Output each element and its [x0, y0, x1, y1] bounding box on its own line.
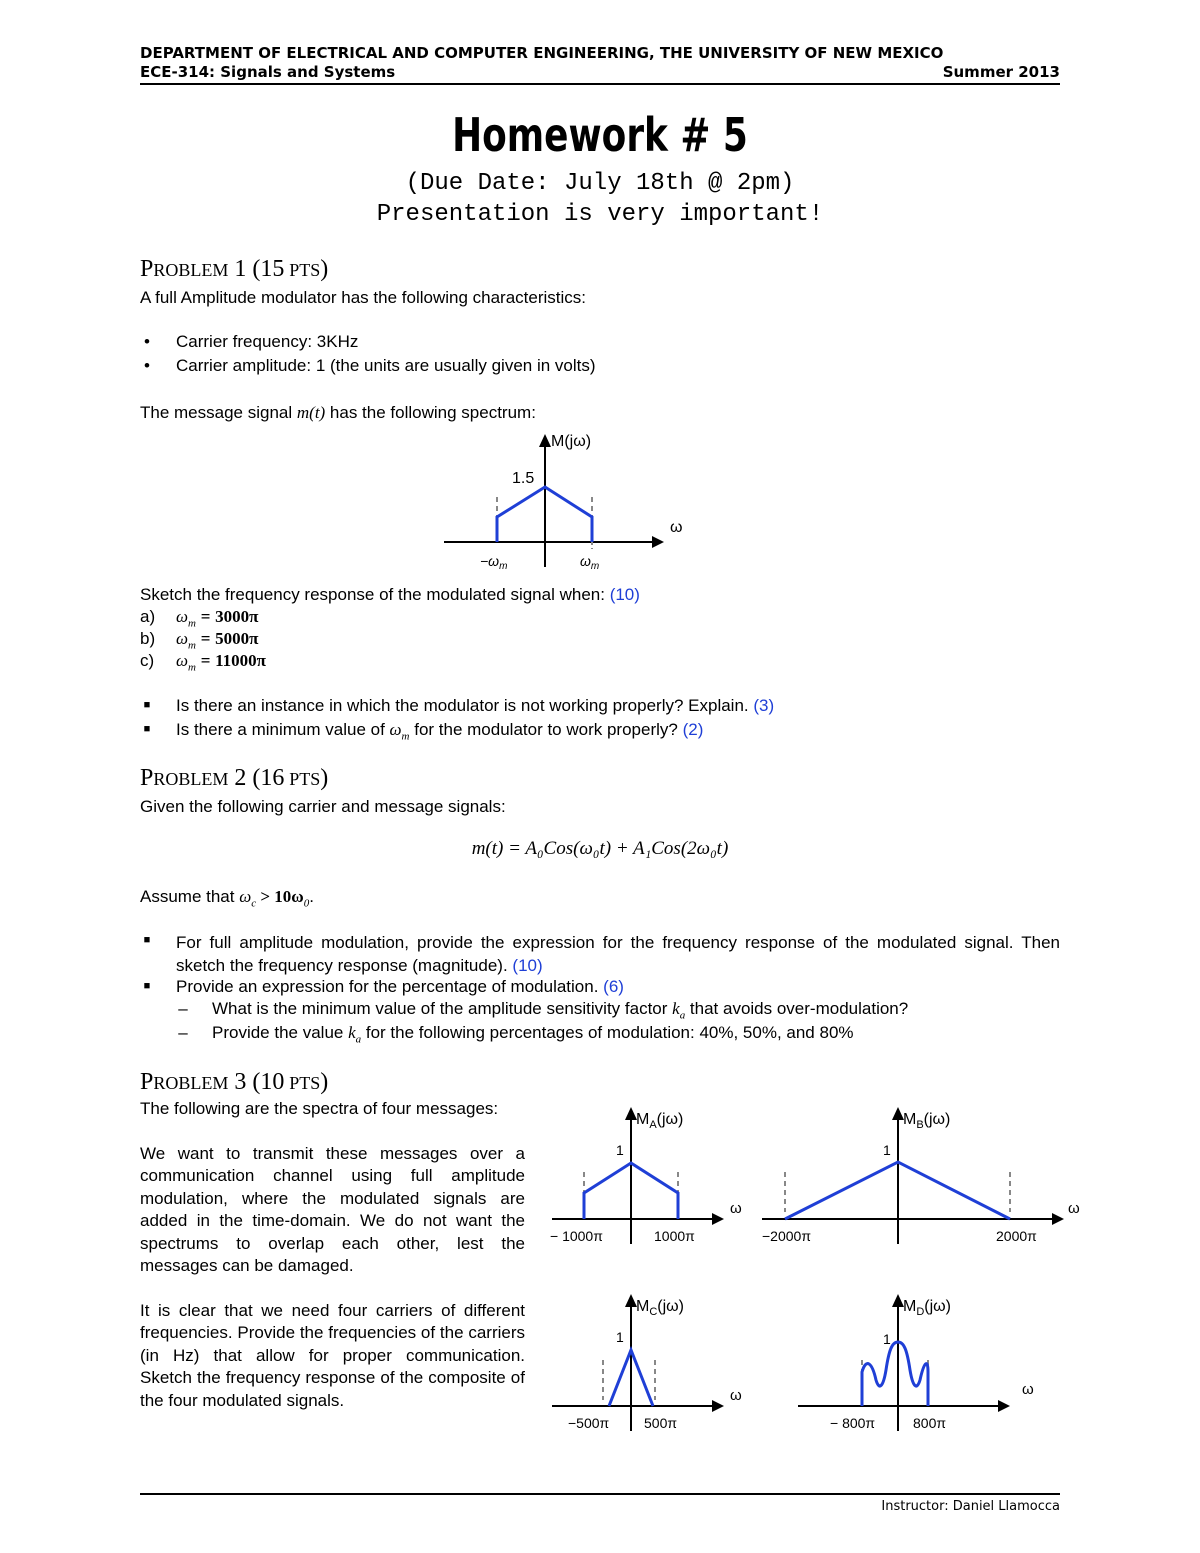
x-arrow-icon [652, 536, 664, 548]
assume-text: Assume that $\omega_c > 10\omega_0$. [140, 887, 314, 910]
course-name: ECE-314: Signals and Systems [140, 63, 396, 81]
peak-label: 1.5 [512, 470, 535, 487]
header-course [140, 63, 1060, 81]
footer-instructor: Instructor: Daniel Llamocca [881, 1499, 1060, 1514]
tick-right: $\omega_m$ [580, 553, 600, 572]
case-c: c) $\omega_m = 11000\pi$ [140, 651, 267, 674]
case-b: b) $\omega_m = 5000\pi$ [140, 629, 259, 652]
plot-mc [552, 1294, 742, 1431]
svg-text:1: 1 [883, 1331, 891, 1347]
spectra-figures [540, 1100, 1080, 1465]
plot-mb [762, 1107, 1080, 1244]
x-label: ω [670, 519, 683, 536]
svg-text:500π: 500π [644, 1415, 678, 1431]
p2-bullet-1: For full amplitude modulation, provide the expression for the frequency response of the modulated signal. Then sketch the frequency response (magnitude). (10) [176, 933, 1060, 975]
page-title: Homework # 5 [452, 108, 748, 162]
mb-label: $M_B(j\omega)$ [903, 1111, 951, 1131]
y-arrow-icon [539, 434, 551, 447]
svg-text:2000π: 2000π [996, 1228, 1037, 1244]
due-date: (Due Date: July 18th @ 2pm) [405, 170, 795, 197]
svg-text:1000π: 1000π [654, 1228, 695, 1244]
term: Summer 2013 [942, 63, 1060, 81]
sketch-prompt: Sketch the frequency response of the modulated signal when: (10) [140, 585, 640, 604]
plot-md [798, 1294, 1034, 1431]
svg-text:−2000π: −2000π [762, 1228, 811, 1244]
problem3-title: PROBLEM 3 (10 PTS) [140, 1069, 329, 1095]
footer-rule [140, 1493, 1060, 1495]
p3-para1: The following are the spectra of four messages: [140, 1099, 499, 1118]
problem2-title: PROBLEM 2 (16 PTS) [140, 765, 329, 791]
problem1-intro: A full Amplitude modulator has the following characteristics: [140, 288, 587, 307]
svg-text:ω: ω [730, 1200, 742, 1217]
x-arrow-icon [712, 1400, 724, 1412]
x-arrow-icon [1052, 1213, 1064, 1225]
mc-label: $M_C(j\omega)$ [636, 1298, 684, 1318]
svg-text:ω: ω [1068, 1200, 1080, 1217]
svg-text:− 1000π: − 1000π [550, 1228, 603, 1244]
message-signal-text: The message signal m(t) has the following spectrum: [140, 403, 536, 422]
tick-left: $-\omega_m$ [480, 553, 508, 572]
p3-para3: It is clear that we need four carriers of different frequencies. Provide the frequencies of the carriers (in Hz) that allow for proper communication. Sketch the frequency response of the composite of the four modulated signals. [140, 1300, 525, 1410]
x-arrow-icon [712, 1213, 724, 1225]
svg-text:ω: ω [730, 1387, 742, 1404]
header-department: DEPARTMENT OF ELECTRICAL AND COMPUTER ENGINEERING, THE UNIVERSITY OF NEW MEXICO [140, 44, 944, 62]
svg-text:ω: ω [1022, 1381, 1034, 1398]
message-equation: m(t) = A₀Cos(ω₀t) + A₁Cos(2ω₀t) [471, 838, 729, 859]
problem1-title: PROBLEM 1 (15 PTS) [140, 256, 329, 282]
svg-text:1: 1 [616, 1329, 624, 1345]
ylabel: M(jω) [551, 433, 592, 450]
case-a: a) $\omega_m = 3000\pi$ [140, 607, 259, 630]
x-arrow-icon [998, 1400, 1010, 1412]
problem2-intro: Given the following carrier and message signals: [140, 797, 506, 816]
p3-para2: We want to transmit these messages over a communication channel using full amplitude modulation, where the modulated signals are added in the time-domain. We do not want the spectrums to overlap each other, lest the messages can be damaged. [140, 1143, 525, 1275]
svg-text:1: 1 [883, 1142, 891, 1158]
plot-ma [550, 1107, 742, 1244]
svg-text:1: 1 [616, 1142, 624, 1158]
md-label: $M_D(j\omega)$ [903, 1298, 951, 1318]
ma-label: $M_A(j\omega)$ [636, 1111, 684, 1131]
svg-text:− 800π: − 800π [830, 1415, 876, 1431]
problem3-text [140, 1098, 525, 1412]
svg-text:800π: 800π [913, 1415, 947, 1431]
header-rule [140, 83, 1060, 85]
message-spectrum-figure [430, 425, 690, 575]
svg-text:−500π: −500π [568, 1415, 610, 1431]
presentation-note: Presentation is very important! [376, 201, 824, 228]
